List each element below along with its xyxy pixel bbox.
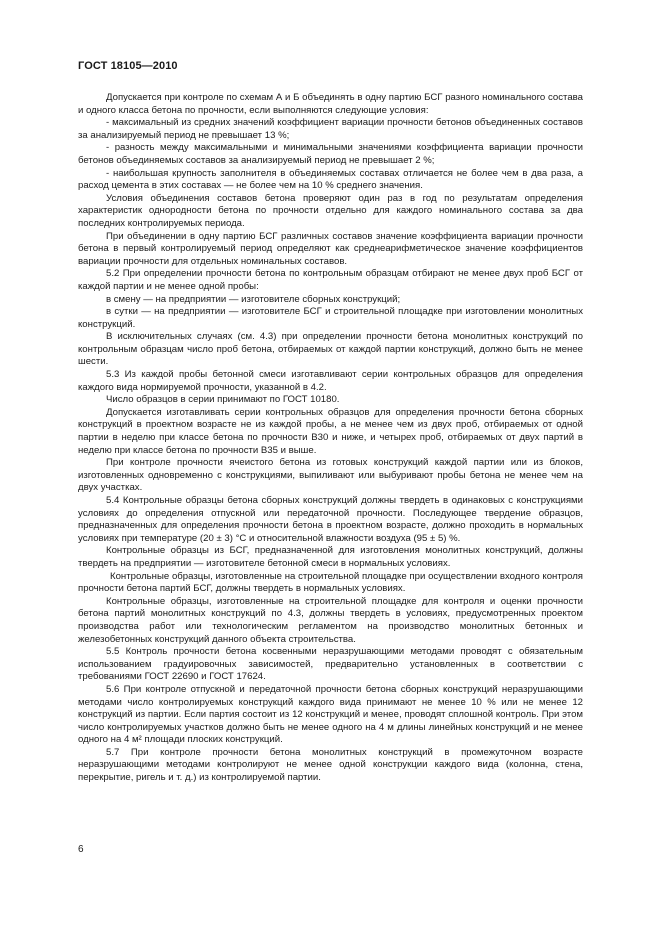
paragraph: в сутки — на предприятии — изготовителе БСГ и строительной площадке при изготовлении монолитных конструкций. xyxy=(78,306,583,330)
paragraph: При контроле прочности ячеистого бетона из готовых конструкций каждой партии или из блоков, изготовленных одновременно с конструкциями, выпиливают или выбуривают пробы бетона не менее чем на двух участках. xyxy=(78,457,583,494)
paragraph: При объединении в одну партию БСГ различных составов значение коэффициента вариации прочности бетона в первый контролируемый период определяют как среднеарифметическое значение коэффициентов вариации прочности для отдельных номинальных составов. xyxy=(78,230,583,267)
paragraph: - максимальный из средних значений коэффициент вариации прочности бетонов объединенных составов за анализируемый период не превышает 13 %; xyxy=(78,117,583,141)
paragraph: в смену — на предприятии — изготовителе сборных конструкций; xyxy=(106,293,401,305)
paragraph: 5.5 Контроль прочности бетона косвенными неразрушающими методами проводят с обязательным использованием градуировочных зависимостей, предварительно установленных в соответствии с требованиями ГОСТ 22690 и ГОСТ 17624. xyxy=(78,646,583,683)
standard-header: ГОСТ 18105—2010 xyxy=(78,60,178,72)
paragraph: Контрольные образцы, изготовленные на строительной площадке при осуществлении входного контроля прочности бетона партий БСГ, должны твердеть в нормальных условиях. xyxy=(78,570,583,595)
body-text xyxy=(78,92,583,785)
paragraph: В исключительных случаях (см. 4.3) при определении прочности бетона монолитных конструкций по контрольным образцам число проб бетона, отбираемых от каждой партии конструкций, должно быть не менее шести. xyxy=(78,331,583,368)
paragraph: Условия объединения составов бетона проверяют один раз в год по результатам определения характеристик однородности бетона по прочности отдельно для каждого номинального состава за два последних контролируемых периода. xyxy=(78,192,583,229)
paragraph: Допускается при контроле по схемам А и Б объединять в одну партию БСГ разного номинального состава и одного класса бетона по прочности, если выполняются следующие условия: xyxy=(78,92,583,116)
paragraph: 5.7 При контроле прочности бетона монолитных конструкций в промежуточном возрасте неразрушающими методами контролируют не менее одной конструкции каждого вида (колонна, стена, перекрытие, ригель и т. д.) из контролируемой партии. xyxy=(78,746,583,784)
paragraph: 5.2 При определении прочности бетона по контрольным образцам отбирают не менее двух проб БСГ от каждой партии и не менее одной пробы: xyxy=(78,268,583,292)
paragraph: Число образцов в серии принимают по ГОСТ 10180. xyxy=(106,394,340,406)
paragraph: 5.6 При контроле отпускной и передаточной прочности бетона сборных конструкций неразрушающими методами число контролируемых конструкций каждого вида принимают не менее 10 % или не менее 12 конструкций из партии. Если партия состоит из 12 конструкций и менее, проводят сплошной контроль. При этом число контролируемых участков должно быть не менее одного на 4 м длины линейных конструкций и не менее одного на 4 м² площади плоских конструкций. xyxy=(78,683,583,746)
paragraph: Контрольные образцы, изготовленные на строительной площадке для контроля и оценки прочности бетона партий монолитных конструкций по 4.3, должны твердеть в условиях, предусмотренных проектом производства работ или технологическим регламентом на производство монолитных бетонных и железобетонных конструкций данного объекта строительства. xyxy=(78,595,583,645)
paragraph: Допускается изготавливать серии контрольных образцов для определения прочности бетона сборных конструкций в проектном возрасте не из каждой пробы, а не менее чем из двух проб, отбираемых от одной партии в неделю при классе бетона по прочности В30 и ниже, и четырех проб, отбираемых от двух партий в неделю при классе бетона по прочности В35 и выше. xyxy=(78,406,583,456)
paragraph: 5.4 Контрольные образцы бетона сборных конструкций должны твердеть в одинаковых с конструкциями условиях до определения отпускной или передаточной прочности. Последующее твердение образцов, предназначенных для определения прочности бетона в проектном возрасте, должно проходить в нормальных условиях при температуре (20 ± 3) °С и относительной влажности воздуха (95 ± 5) %. xyxy=(78,495,583,544)
paragraph: Контрольные образцы из БСГ, предназначенной для изготовления монолитных конструкций, должны твердеть на предприятии — изготовителе бетонной смеси в нормальных условиях. xyxy=(78,545,583,569)
paragraph: 5.3 Из каждой пробы бетонной смеси изготавливают серии контрольных образцов для определения каждого вида нормируемой прочности, указанной в 4.2. xyxy=(78,369,583,393)
paragraph: - разность между максимальными и минимальными значениями коэффициента вариации прочности бетонов объединяемых составов за анализируемый период не превышает 2 %; xyxy=(78,142,583,166)
page-number: 6 xyxy=(78,844,84,855)
paragraph: - наибольшая крупность заполнителя в объединяемых составах отличается не более чем в два раза, а расход цемента в этих составах — не более чем на 10 % среднего значения. xyxy=(78,167,583,192)
